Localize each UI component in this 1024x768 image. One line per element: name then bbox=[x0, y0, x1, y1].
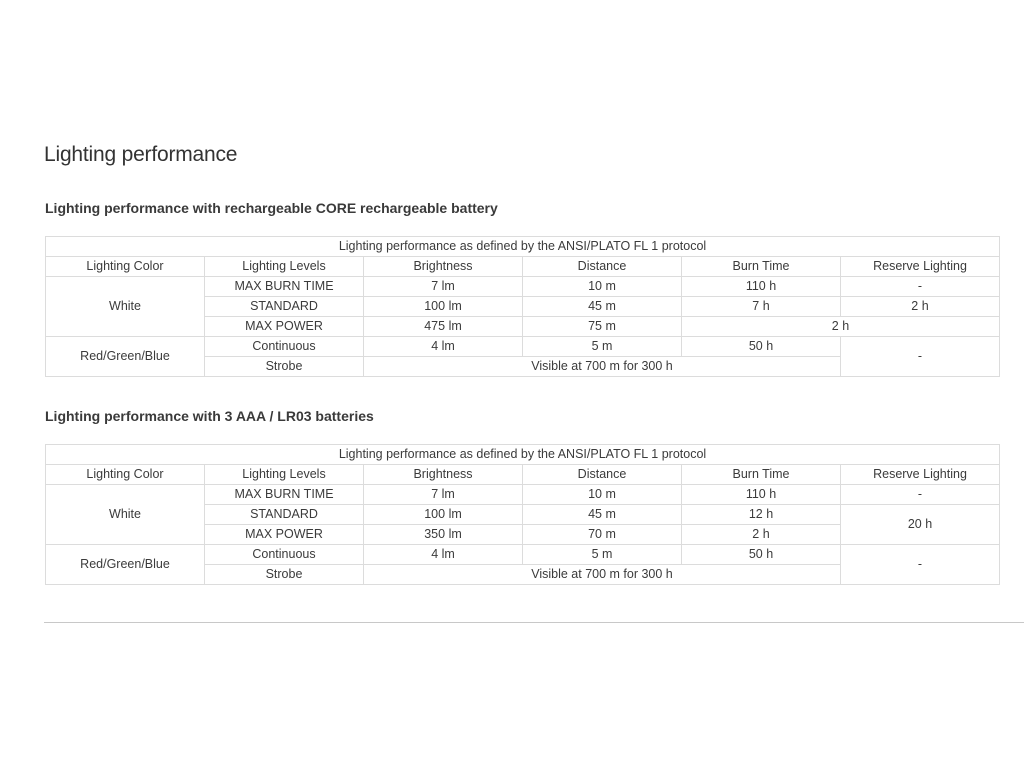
brightness-cell: 4 lm bbox=[364, 337, 523, 357]
burn-time-cell: 110 h bbox=[682, 485, 841, 505]
section-title-core-battery: Lighting performance with rechargeable CORE rechargeable battery bbox=[45, 200, 498, 216]
brightness-cell: 100 lm bbox=[364, 297, 523, 317]
level-cell: Continuous bbox=[205, 545, 364, 565]
table-caption-row bbox=[46, 237, 1000, 257]
page-title: Lighting performance bbox=[44, 143, 238, 166]
distance-cell: 5 m bbox=[523, 545, 682, 565]
strobe-merged-cell: Visible at 700 m for 300 h bbox=[364, 565, 841, 585]
header-burn-time: Burn Time bbox=[682, 257, 841, 277]
color-cell-rgb: Red/Green/Blue bbox=[46, 545, 205, 585]
divider bbox=[44, 622, 1024, 623]
header-brightness: Brightness bbox=[364, 465, 523, 485]
header-lighting-color: Lighting Color bbox=[46, 465, 205, 485]
brightness-cell: 350 lm bbox=[364, 525, 523, 545]
brightness-cell: 4 lm bbox=[364, 545, 523, 565]
color-cell-white: White bbox=[46, 277, 205, 337]
level-cell: MAX BURN TIME bbox=[205, 277, 364, 297]
color-cell-rgb: Red/Green/Blue bbox=[46, 337, 205, 377]
distance-cell: 10 m bbox=[523, 277, 682, 297]
table-row bbox=[46, 277, 1000, 297]
brightness-cell: 7 lm bbox=[364, 485, 523, 505]
performance-table-aaa-batteries bbox=[45, 444, 1000, 585]
reserve-cell: - bbox=[841, 277, 1000, 297]
burn-reserve-merged-cell: 2 h bbox=[682, 317, 1000, 337]
header-distance: Distance bbox=[523, 465, 682, 485]
distance-cell: 75 m bbox=[523, 317, 682, 337]
table-caption-row bbox=[46, 445, 1000, 465]
header-lighting-levels: Lighting Levels bbox=[205, 257, 364, 277]
header-reserve-lighting: Reserve Lighting bbox=[841, 257, 1000, 277]
level-cell: MAX BURN TIME bbox=[205, 485, 364, 505]
level-cell: Strobe bbox=[205, 357, 364, 377]
reserve-cell: 2 h bbox=[841, 297, 1000, 317]
burn-time-cell: 12 h bbox=[682, 505, 841, 525]
header-distance: Distance bbox=[523, 257, 682, 277]
reserve-cell: 20 h bbox=[841, 505, 1000, 545]
header-reserve-lighting: Reserve Lighting bbox=[841, 465, 1000, 485]
color-cell-white: White bbox=[46, 485, 205, 545]
brightness-cell: 7 lm bbox=[364, 277, 523, 297]
header-lighting-color: Lighting Color bbox=[46, 257, 205, 277]
table-header-row bbox=[46, 465, 1000, 485]
distance-cell: 10 m bbox=[523, 485, 682, 505]
header-burn-time: Burn Time bbox=[682, 465, 841, 485]
distance-cell: 45 m bbox=[523, 505, 682, 525]
table-row bbox=[46, 485, 1000, 505]
level-cell: Continuous bbox=[205, 337, 364, 357]
section-title-aaa-batteries: Lighting performance with 3 AAA / LR03 batteries bbox=[45, 408, 374, 424]
distance-cell: 70 m bbox=[523, 525, 682, 545]
strobe-merged-cell: Visible at 700 m for 300 h bbox=[364, 357, 841, 377]
table-row bbox=[46, 545, 1000, 565]
level-cell: Strobe bbox=[205, 565, 364, 585]
distance-cell: 5 m bbox=[523, 337, 682, 357]
burn-time-cell: 50 h bbox=[682, 337, 841, 357]
table-caption: Lighting performance as defined by the ANSI/PLATO FL 1 protocol bbox=[46, 445, 1000, 465]
burn-time-cell: 110 h bbox=[682, 277, 841, 297]
reserve-cell: - bbox=[841, 337, 1000, 377]
table-caption: Lighting performance as defined by the ANSI/PLATO FL 1 protocol bbox=[46, 237, 1000, 257]
table-header-row bbox=[46, 257, 1000, 277]
performance-table-core-battery bbox=[45, 236, 1000, 377]
level-cell: STANDARD bbox=[205, 505, 364, 525]
header-brightness: Brightness bbox=[364, 257, 523, 277]
brightness-cell: 475 lm bbox=[364, 317, 523, 337]
reserve-cell: - bbox=[841, 545, 1000, 585]
level-cell: STANDARD bbox=[205, 297, 364, 317]
burn-time-cell: 2 h bbox=[682, 525, 841, 545]
reserve-cell: - bbox=[841, 485, 1000, 505]
burn-time-cell: 7 h bbox=[682, 297, 841, 317]
level-cell: MAX POWER bbox=[205, 525, 364, 545]
brightness-cell: 100 lm bbox=[364, 505, 523, 525]
distance-cell: 45 m bbox=[523, 297, 682, 317]
table-row bbox=[46, 337, 1000, 357]
header-lighting-levels: Lighting Levels bbox=[205, 465, 364, 485]
level-cell: MAX POWER bbox=[205, 317, 364, 337]
burn-time-cell: 50 h bbox=[682, 545, 841, 565]
